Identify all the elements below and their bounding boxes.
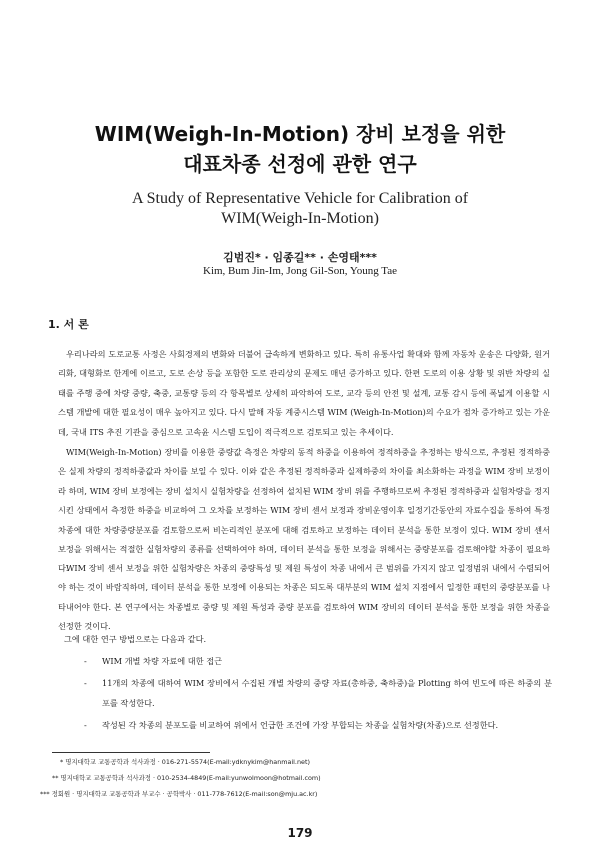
method-list: [62, 652, 552, 739]
english-title-line-2: WIM(Weigh-In-Motion): [221, 210, 379, 227]
section-heading: 1. 서 론: [48, 318, 89, 331]
authors-english: Kim, Bum Jin-Im, Jong Gil-Son, Young Tae: [203, 265, 397, 277]
method-text: 11개의 차종에 대하여 WIM 장비에서 수집된 개별 차량의 중량 자료(총하중, 축하중)을 Plotting 하여 빈도에 따른 하중의 분포를 작성한다.: [102, 678, 552, 708]
footnote-1: * 명지대학교 교통공학과 석사과정 · 016-271-5574(E-mail:ydknykim@hanmail.net): [60, 758, 310, 766]
method-bullet: -: [84, 656, 87, 666]
english-title-line-1: A Study of Representative Vehicle for Calibration of: [131, 190, 469, 207]
footnote-3: *** 정회원 · 명지대학교 교통공학과 부교수 · 공학박사 · 011-778-7612(E-mail:son@mju.ac.kr): [40, 790, 318, 798]
method-item: [62, 674, 552, 713]
method-text: WIM 개별 차량 자료에 대한 접근: [102, 656, 223, 666]
method-text: 작성된 각 차종의 분포도를 비교하여 위에서 언급한 조건에 가장 부합되는 차종을 실험차량(차종)으로 선정한다.: [102, 720, 499, 731]
method-item: [62, 716, 552, 735]
body-paragraph-2: WIM(Weigh-In-Motion) 장비를 이용한 중량값 측정은 차량의 동적 하중을 이용하여 정적하중을 추정하는 방식으로, 추정된 정적하중은 실제 차량의 정적하중값과 차이를 보일 수 있다. 이와 같은 추정된 정적하중과 실제하중의 차이를 최소화하는 과정을 WIM 장비 보정이라 하며, WIM 장비 보정에는 장비 설치시 실험차량을 선정하여 설치된 WIM 장비 위를 주행하므로써 추정된 정적하중과 실험차량을 정지시킨 상태에서 측정한 하중을 비교하여 그 오차를 보정하는 WIM 장비 센서 보정과 장비운영이후 일정기간동안의 자료수집을 통하여 특정차종에 대한 차량중량분포를 검토함으로써 비논리적인 분포에 대해 검토하고 보정하는 데이터 분석을 통한 보정이 있다. WIM 장비 센서 보정을 위해서는 적절한 실험차량의 종류를 선택하여야 하며, 데이터 분석을 통한 보정을 위해서는 중량분포를 검토해야할 차종이 필요하다.: [58, 447, 550, 574]
footnote-divider: [52, 752, 210, 753]
korean-title-line-2: 대표차종 선정에 관한 연구: [183, 152, 417, 176]
method-bullet: -: [84, 678, 87, 689]
body-paragraph-3: WIM 장비 센서 보정을 위한 실험차량은 차종의 중량특성 및 제원 특성이 차종 내에서 큰 범위를 가지지 않고 일정범위 내에서 수렴되어야 하는 것이 바람직하며, 데이터 분석을 통한 보정에 이용되는 차종은 되도록 대부분의 WIM 설치 지점에서 일정한 패턴의 중량분포를 나타내어야 한다. 본 연구에서는 차종별로 중량 및 제원 특성과 중량 분포를 검토하여 WIM 장비의 데이터 분석을 통한 보정을 위한 차종을 선정한 것이다.: [58, 563, 550, 632]
body-paragraph-1: 우리나라의 도로교통 사정은 사회경제의 변화와 더불어 급속하게 변화하고 있다. 특히 유통사업 확대와 함께 자동차 운송은 다양화, 원거리화, 대형화로 한계에 이르고, 도로 손상 등을 포함한 도로 관리상의 문제도 매년 증가하고 있다. 한편 도로의 이용 상황 및 위반 차량의 실태를 주행 중에 차량 중량, 축중, 교통량 등의 각 항목별로 상세히 파악하여 도로, 교각 등의 안전 및 설계, 교통 감시 등에 폭넓게 이용할 시스템 개발에 대한 필요성이 매우 높아지고 있다. 다시 말해 자동 계중시스템 WIM (Weigh-In-Motion)의 수요가 점차 증가하고 있는 가운데, 국내 ITS 추진 기관을 중심으로 고속윤 시스템 도입이 적극적으로 검토되고 있는 추세이다.: [58, 349, 550, 437]
page-number: 179: [287, 826, 313, 840]
footnote-2: ** 명지대학교 교통공학과 석사과정 · 010-2534-4849(E-mail:yunwolmoon@hotmail.com): [52, 774, 321, 782]
authors-korean: 김범진* · 임종길** · 손영태***: [223, 251, 377, 264]
method-bullet: -: [84, 720, 87, 731]
method-intro: 그에 대한 연구 방법으로는 다음과 같다.: [64, 634, 207, 644]
method-item: [62, 652, 552, 671]
korean-title-line-1: WIM(Weigh-In-Motion) 장비 보정을 위한: [94, 122, 506, 146]
